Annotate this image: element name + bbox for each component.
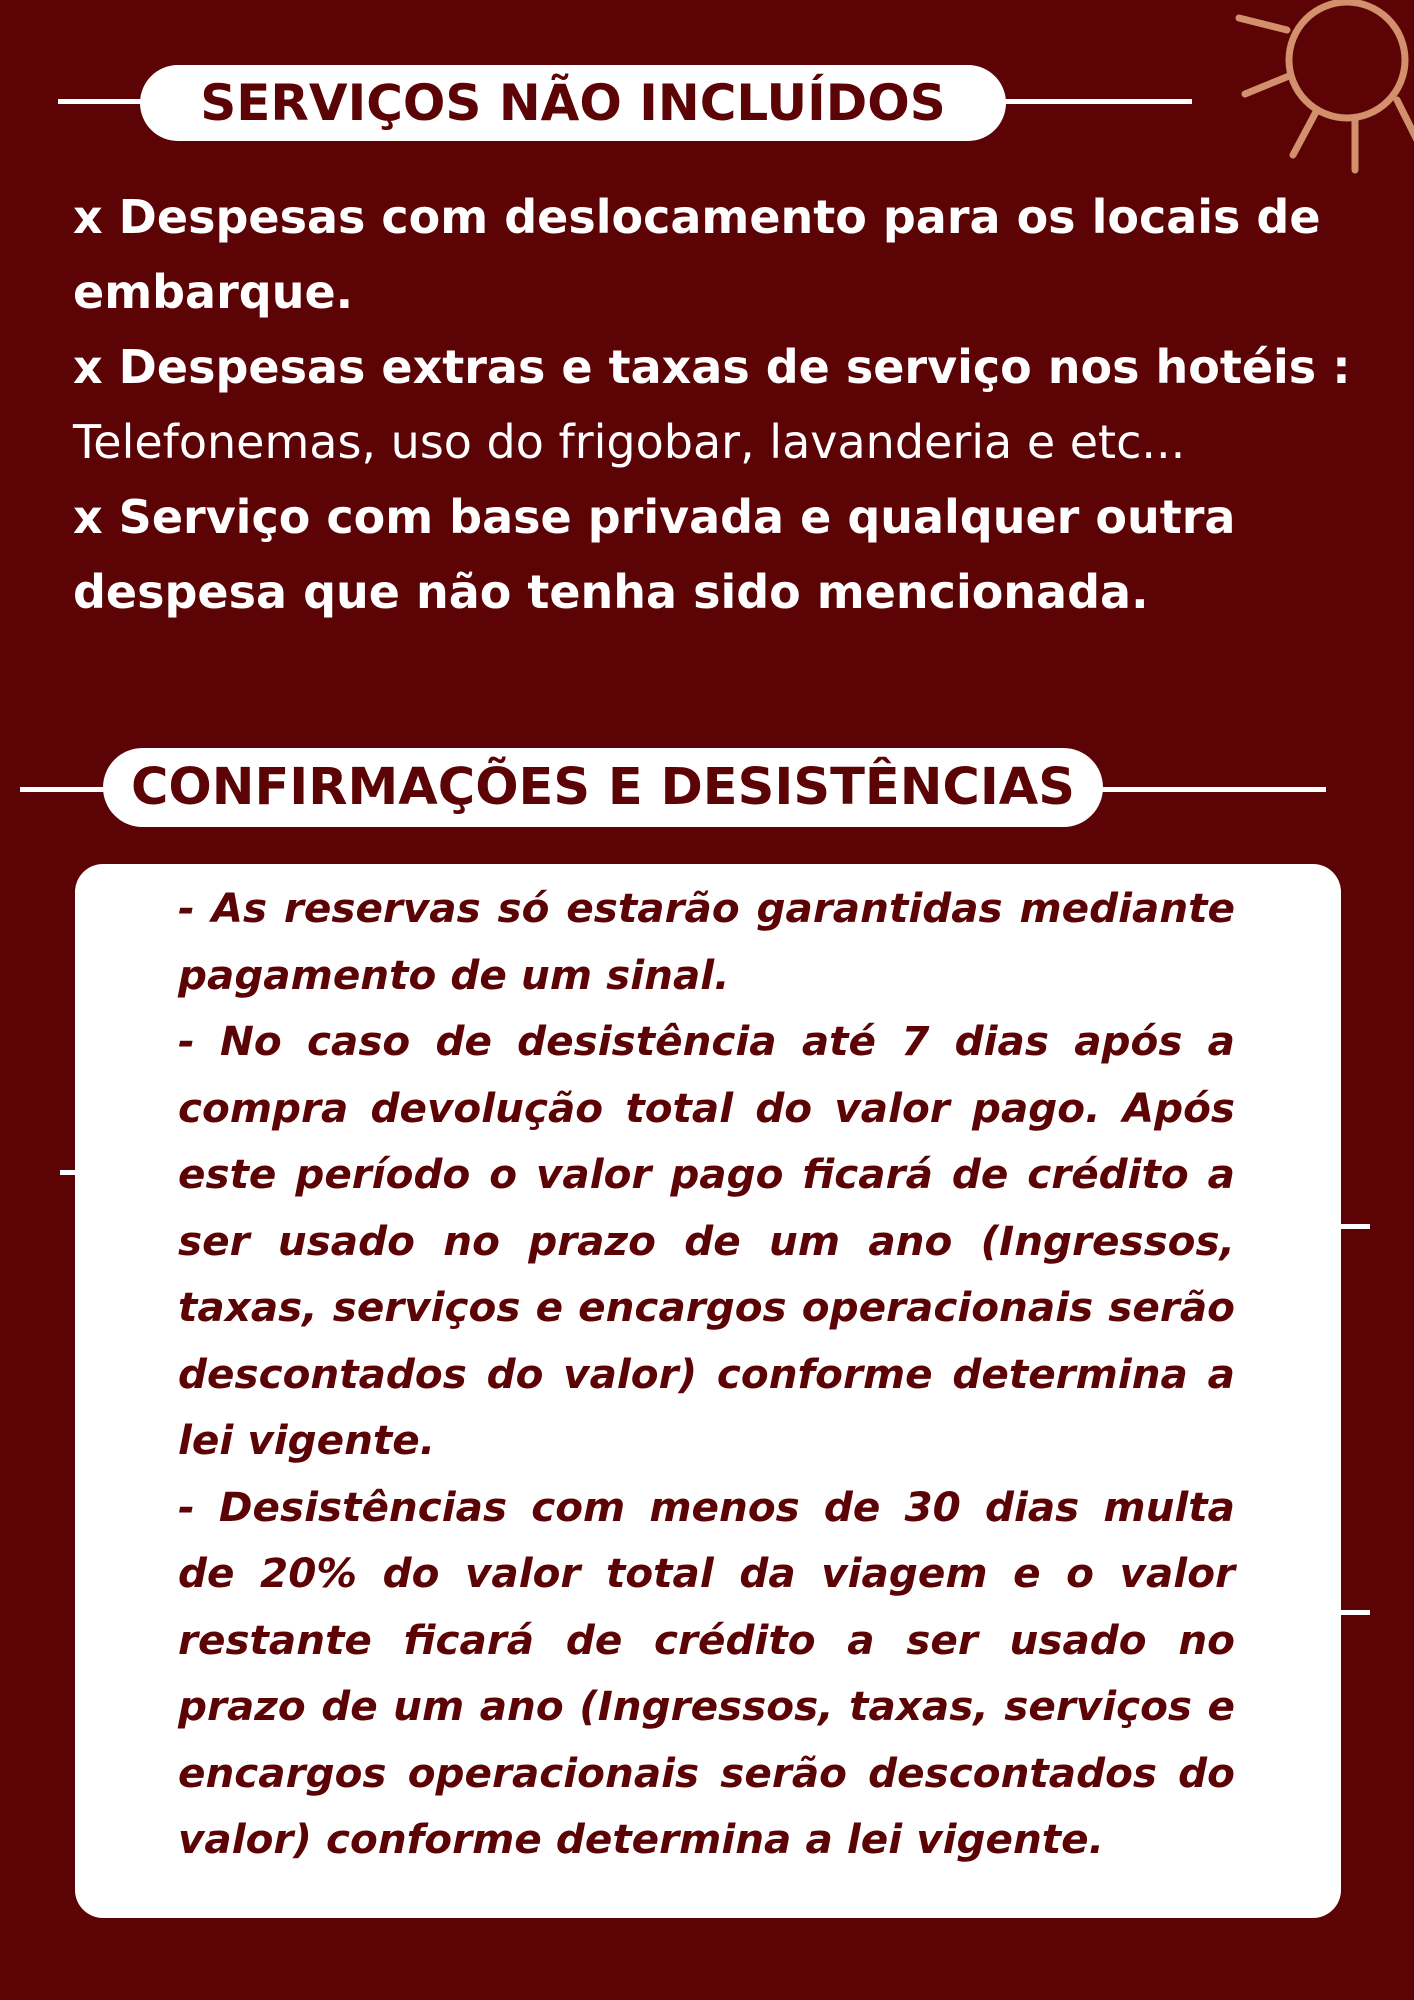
sun-icon xyxy=(1225,0,1414,200)
terms-list xyxy=(178,875,1235,1873)
terms-item: - Desistências com menos de 30 dias multa de 20% do valor total da viagem e o valor restante ficará de crédito a ser usado no prazo de um ano (Ingressos, taxas, serviços e encargos operacionais serão descontados do valor) conforme determina a lei vigente. xyxy=(178,1482,1235,1863)
header-rule-right xyxy=(1100,787,1326,792)
terms-item: - No caso de desistência até 7 dias após a compra devolução total do valor pago. Após este período o valor pago ficará de crédito a ser usado no prazo de um ano (Ingressos, taxas, serviços e encargos operacionais serão descontados do valor) conforme determina a lei vigente. xyxy=(178,1017,1235,1464)
section-title-pill xyxy=(103,748,1103,827)
exclusion-item: x Despesas extras e taxas de serviço nos hotéis : Telefonemas, uso do frigobar, lavanderia e etc... xyxy=(73,340,1351,469)
section-title: SERVIÇOS NÃO INCLUÍDOS xyxy=(200,74,946,132)
header-rule-left xyxy=(58,99,148,104)
header-rule-right xyxy=(995,99,1192,104)
terms-item: - As reservas só estarão garantidas mediante pagamento de um sinal. xyxy=(178,884,1235,999)
section-title-pill xyxy=(140,65,1006,141)
divider-tick xyxy=(1336,1610,1370,1615)
exclusion-item: x Despesas com deslocamento para os locais de embarque. xyxy=(73,190,1321,319)
exclusions-list xyxy=(73,180,1373,630)
header-rule-left xyxy=(20,787,110,792)
section-title: CONFIRMAÇÕES E DESISTÊNCIAS xyxy=(131,758,1075,817)
exclusion-item: x Serviço com base privada e qualquer outra despesa que não tenha sido mencionada. xyxy=(73,490,1236,619)
divider-tick xyxy=(1336,1224,1370,1229)
